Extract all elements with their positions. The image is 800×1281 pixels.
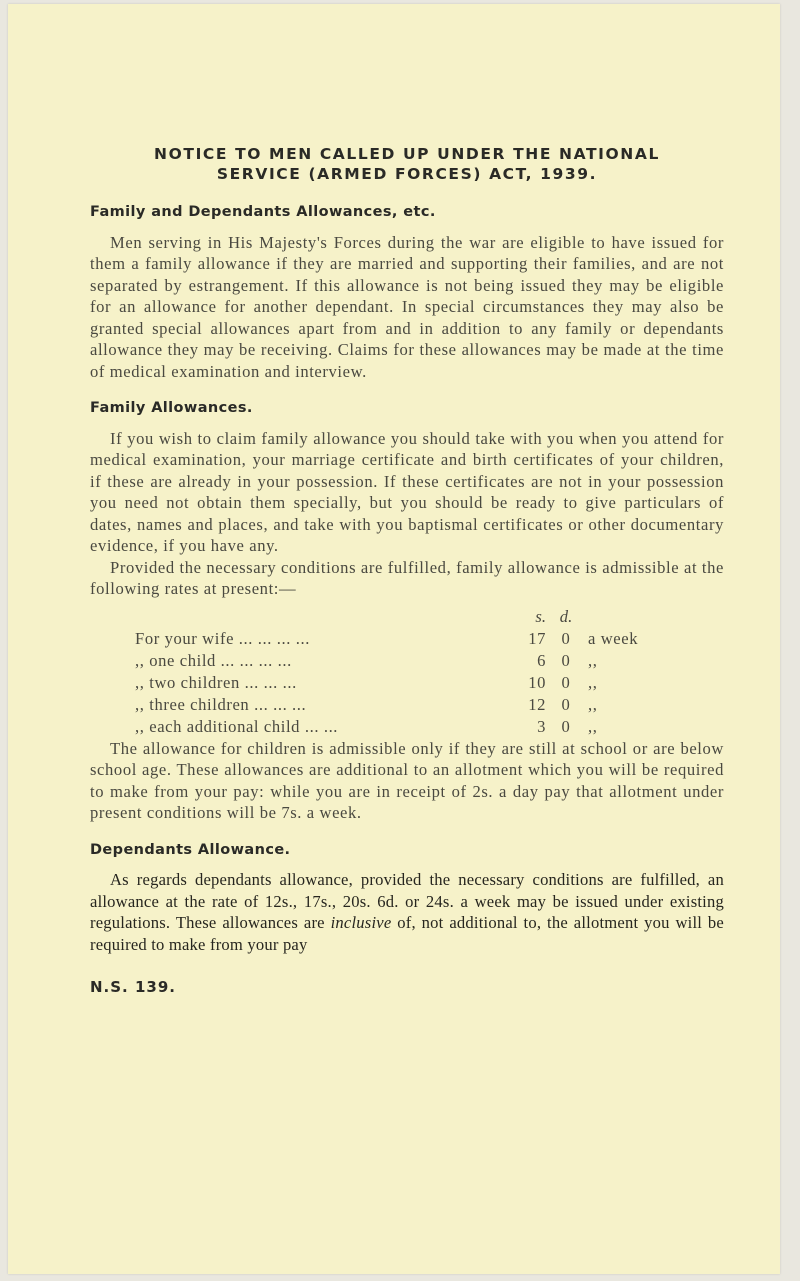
rate-row [90, 650, 724, 672]
section-body-family-allowances: If you wish to claim family allowance you should take with you when you attend for medical examination, your marriage certificate and birth certificates of your children, if these are already in your possession. If these certificates are not in your possession you need not obtain them specially, but you should be ready to give particulars of dates, names and places, and take with you baptismal certificates or other documentary evidence, if you have any. [90, 428, 724, 555]
section-heading-family-allowances: Family Allowances. [90, 400, 253, 416]
rate-unit: ,, [588, 672, 598, 692]
rate-unit: ,, [588, 694, 598, 714]
form-number: N.S. 139. [90, 978, 176, 996]
allowance-rates-table [90, 606, 724, 738]
rate-pence: 0 [561, 650, 571, 670]
dependants-text-start: As regards dependants allowance, provided the necessary conditions are fulfilled, an allowance at the rate of 12s., 17s., 20s. 6d. or 24s. a week may be issued under existing regulations. These allowances are [90, 870, 724, 932]
rate-row [90, 628, 724, 650]
notice-title [90, 144, 724, 184]
section-body-children-conditions: The allowance for children is admissible only if they are still at school or are below school age. These allowances are additional to an allotment which you will be required to make from your pay: while you are in receipt of 2s. a day pay that allotment under present conditions will be 7s. a week. [90, 738, 724, 822]
rate-label: ,, two children ... ... ... [135, 672, 297, 692]
rate-pence: 0 [561, 672, 571, 692]
rate-unit: ,, [588, 716, 598, 736]
rate-label: ,, one child ... ... ... ... [135, 650, 292, 670]
rate-unit: ,, [588, 650, 598, 670]
section-body-dependants-allowance [90, 869, 724, 955]
rate-shillings: 12 [528, 694, 546, 714]
rate-row [90, 672, 724, 694]
rate-row [90, 716, 724, 738]
rate-shillings: 17 [528, 628, 546, 648]
rate-label: ,, three children ... ... ... [135, 694, 307, 714]
rate-label: ,, each additional child ... ... [135, 716, 339, 736]
section-body-rates-intro: Provided the necessary conditions are fulfilled, family allowance is admissible at the following rates at present:— [90, 557, 724, 598]
rate-row [90, 694, 724, 716]
rates-header-shillings: s. [535, 606, 546, 626]
notice-title-line-1: NOTICE TO MEN CALLED UP UNDER THE NATIONAL [154, 145, 660, 163]
notice-sheet [8, 4, 780, 1274]
rate-label: For your wife ... ... ... ... [135, 628, 311, 648]
notice-content [90, 144, 724, 999]
dependants-text-end: of, not additional to, the allotment you will be required to make from your pay [90, 913, 724, 954]
rate-shillings: 10 [528, 672, 546, 692]
rate-pence: 0 [561, 694, 571, 714]
section-heading-dependants-allowance: Dependants Allowance. [90, 841, 291, 858]
rate-unit: a week [588, 628, 639, 648]
rate-pence: 0 [561, 716, 571, 736]
rates-header-pence: d. [559, 606, 573, 626]
section-heading-family-dependants: Family and Dependants Allowances, etc. [90, 204, 436, 220]
dependants-text-emphasis: inclusive [330, 913, 392, 932]
notice-title-line-2: SERVICE (ARMED FORCES) ACT, 1939. [216, 165, 598, 183]
section-body-family-dependants: Men serving in His Majesty's Forces during the war are eligible to have issued for them a family allowance if they are married and supporting their families, and are not separated by estrangement. If this allowance is not being issued they may be eligible for an allowance for another dependant. In special circumstances they may also be granted special allowances apart from and in addition to any family or dependants allowance they may be receiving. Claims for these allowances may be made at the time of medical examination and interview. [90, 232, 724, 381]
rate-shillings: 3 [537, 716, 546, 736]
rate-shillings: 6 [537, 650, 546, 670]
rate-pence: 0 [561, 628, 571, 648]
rates-header-row [90, 606, 724, 628]
